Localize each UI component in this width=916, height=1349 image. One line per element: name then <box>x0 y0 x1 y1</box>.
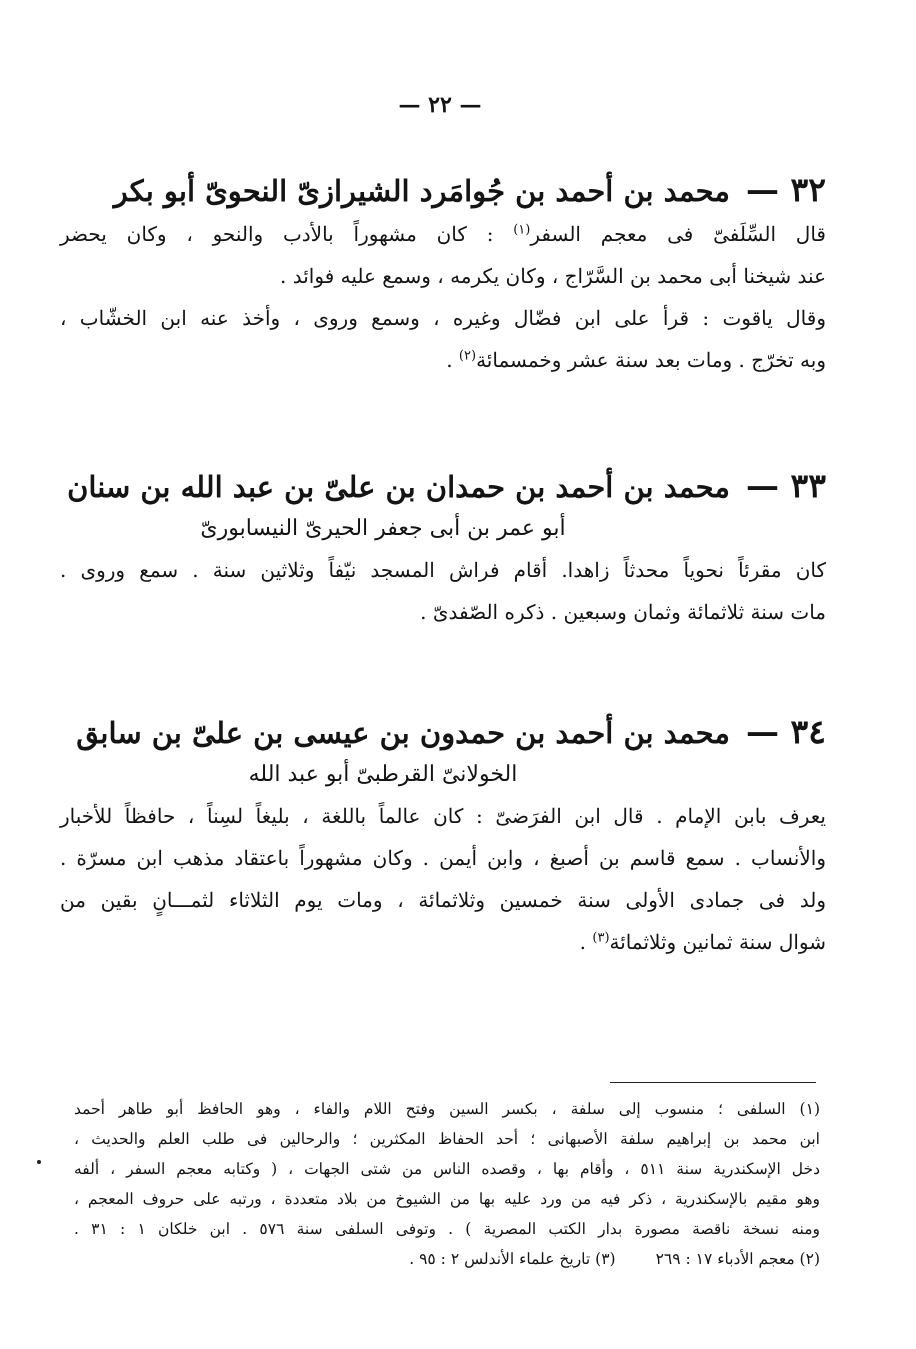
entry-line: كان مقرئاً نحوياً محدثاً زاهدا. أقام فراش المسجد نيّفاً وثلاثين سنة . سمع وروى . <box>60 558 826 582</box>
entry-subtitle: الخولانىّ القرطبىّ أبو عبد الله <box>248 762 518 787</box>
footnote-line: ابن محمد بن إبراهيم سلفة الأصبهانى ؛ أحد الحفاظ المكثرين ؛ والرحالين فى طلب العلم والحديث ، <box>74 1130 820 1148</box>
footnote-2: (٢) معجم الأدباء ١٧ : ٢٦٩ <box>655 1250 820 1268</box>
entry-number: ٣٣ — <box>746 466 826 505</box>
footnotes <box>74 1094 820 1274</box>
entry-heading: محمد بن أحمد بن جُوامَرد الشيرازىّ النحوىّ أبو بكر <box>113 174 730 208</box>
entry-32 <box>60 168 826 381</box>
entry-number: ٣٤ — <box>746 712 826 751</box>
entry-line: والأنساب . سمع قاسم بن أصبغ ، وابن أيمن . وكان مشهوراً باعتقاد مذهب ابن مسرّة . <box>60 846 826 870</box>
footnote-marker: (٣) <box>592 930 610 946</box>
entry-title <box>60 168 826 213</box>
line-text: شوال سنة ثمانين وثلاثمائة <box>609 930 826 954</box>
entry-heading: محمد بن أحمد بن حمدان بن علىّ بن عبد الله بن سنان <box>67 470 730 504</box>
entry-line <box>60 339 826 381</box>
entry-title <box>60 710 826 755</box>
footnote-line: ومنه نسخة ناقصة مصورة بدار الكتب المصرية ) . وتوفى السلفى سنة ٥٧٦ . ابن خلكان ١ : ٣١ . <box>74 1220 821 1238</box>
entry-subtitle: أبو عمر بن أبى جعفر الحيرىّ النيسابورىّ <box>200 516 566 541</box>
entry-34 <box>60 710 826 963</box>
entry-heading: محمد بن أحمد بن حمدون بن عيسى بن علىّ بن سابق <box>76 716 730 750</box>
entry-line <box>60 921 826 963</box>
footnote-line: دخل الإسكندرية سنة ٥١١ ، وأقام بها ، وقصده الناس من شتى الجهات ، ( وكتابه معجم السفر ، ألفه <box>74 1160 820 1178</box>
entry-line: ولد فى جمادى الأولى سنة خمسين وثلاثمائة ، ومات يوم الثلاثاء لثمـــانٍ بقين من <box>60 888 826 912</box>
page-number: — ٢٢ — <box>398 92 482 118</box>
entry-number: ٣٢ — <box>746 170 826 209</box>
entry-line: مات سنة ثلاثمائة وثمان وسبعين . ذكره الصّفدىّ . <box>420 600 826 624</box>
footnote-divider <box>610 1082 816 1083</box>
line-text: : كان مشهوراً بالأدب والنحو ، وكان يحضر <box>60 222 514 246</box>
entry-line: وقال ياقوت : قرأ على ابن فضّال وغيره ، وسمع وروى ، وأخذ عنه ابن الخشّاب ، <box>60 306 826 330</box>
footnote-line <box>74 1244 820 1274</box>
line-text: وبه تخرّج . ومات بعد سنة عشر وخمسمائة <box>476 348 826 372</box>
line-text: . <box>579 930 593 954</box>
entry-line: يعرف بابن الإمام . قال ابن الفرَضىّ : كان عالماً باللغة ، بليغاً لسِناً ، حافظاً للأخبار <box>60 804 826 828</box>
footnote-3: (٣) تاريخ علماء الأندلس ٢ : ٩٥ . <box>409 1250 616 1268</box>
entry-33 <box>60 464 826 633</box>
footnote-marker: (٢) <box>458 348 477 364</box>
entry-line: عند شيخنا أبى محمد بن السَّرّاج ، وكان يكرمه ، وسمع عليه فوائد . <box>280 264 826 288</box>
footnote-line: وهو مقيم بالإسكندرية ، ذكر فيه من ورد عليه بها من الشيوخ من بلاد متعددة ، ورتبه على حروف المعجم ، <box>74 1190 820 1208</box>
line-text: قال السِّلَفىّ فى معجم السفر <box>530 222 826 246</box>
entry-line <box>60 213 826 255</box>
line-text: . <box>446 348 459 372</box>
entry-title <box>60 464 826 509</box>
footnote-marker: (١) <box>513 222 531 238</box>
print-speck <box>37 1160 41 1164</box>
footnote-line: (١) السلفى ؛ منسوب إلى سلفة ، بكسر السين وفتح اللام والفاء ، وهو الحافظ أبو طاهر أحمد <box>74 1100 820 1118</box>
